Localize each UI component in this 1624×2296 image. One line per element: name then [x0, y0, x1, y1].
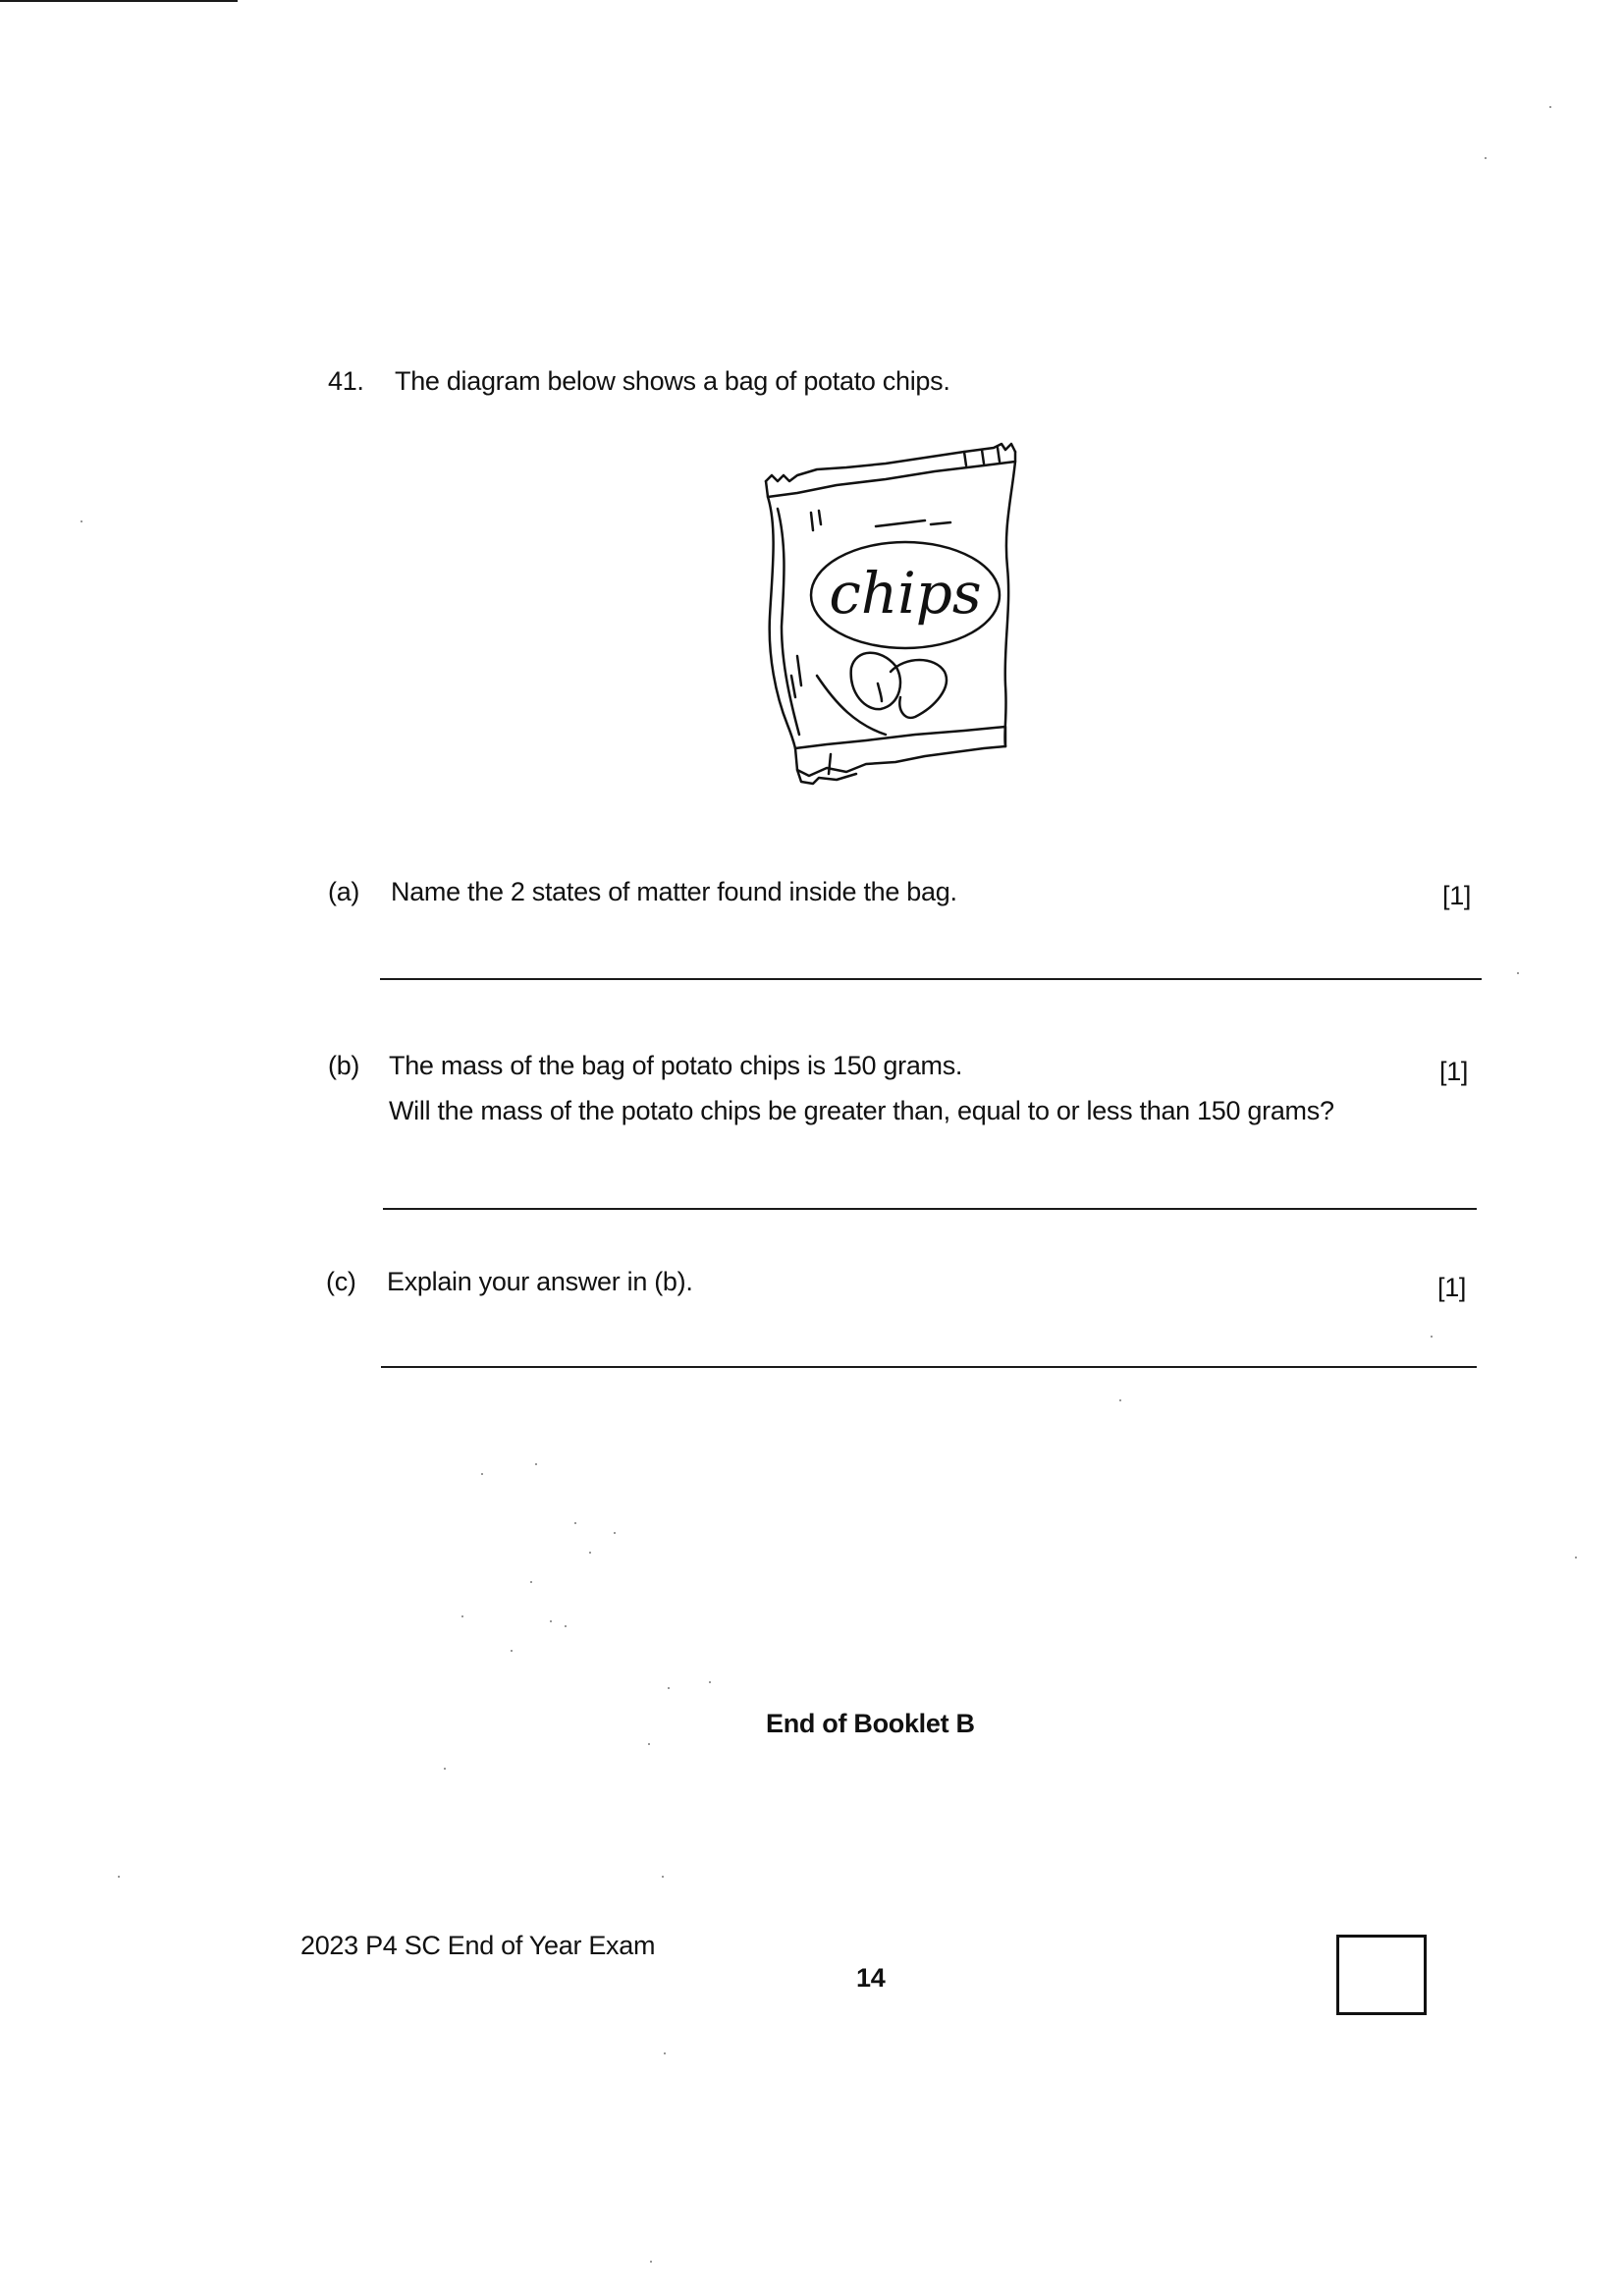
part-a-label: (a)	[328, 877, 360, 906]
scan-speck	[1549, 106, 1551, 108]
part-c-text: Explain your answer in (b).	[387, 1267, 693, 1296]
scan-speck	[550, 1620, 552, 1622]
scan-speck	[668, 1687, 670, 1689]
scan-speck	[565, 1625, 567, 1627]
answer-line-c[interactable]	[381, 1366, 1477, 1368]
scan-speck	[461, 1615, 463, 1617]
scan-speck	[118, 1876, 120, 1878]
part-b-text-2: Will the mass of the potato chips be greater than, equal to or less than 150 grams?	[389, 1096, 1334, 1125]
scan-speck	[1485, 157, 1487, 159]
part-c-label: (c)	[326, 1267, 356, 1296]
scan-speck	[650, 2261, 652, 2263]
scan-speck	[662, 1876, 664, 1878]
part-b-label: (b)	[328, 1051, 360, 1080]
end-of-booklet-text: End of Booklet B	[766, 1709, 975, 1738]
part-c-marks: [1]	[1437, 1273, 1467, 1302]
scan-speck	[535, 1463, 537, 1465]
score-box[interactable]	[1336, 1935, 1427, 2015]
scan-speck	[1119, 1399, 1121, 1401]
scan-speck	[589, 1552, 591, 1554]
page-number: 14	[856, 1963, 886, 1993]
question-number: 41.	[328, 366, 364, 396]
scan-speck	[444, 1768, 446, 1770]
question-stem: The diagram below shows a bag of potato chips.	[395, 366, 950, 396]
scan-speck	[664, 2052, 666, 2054]
chips-bag-label: chips	[829, 560, 982, 627]
part-a-marks: [1]	[1442, 881, 1472, 910]
scan-speck	[709, 1681, 711, 1683]
scan-speck	[530, 1581, 532, 1583]
scan-speck	[614, 1532, 616, 1534]
footer-exam-title: 2023 P4 SC End of Year Exam	[300, 1931, 656, 1960]
scan-edge-line	[0, 0, 238, 2]
answer-line-b[interactable]	[383, 1208, 1477, 1210]
answer-line-a[interactable]	[380, 978, 1482, 980]
scan-speck	[1431, 1336, 1433, 1338]
part-a-text: Name the 2 states of matter found inside the bag.	[391, 877, 957, 906]
scan-speck	[81, 520, 82, 522]
chips-bag-illustration	[758, 440, 1033, 803]
scan-speck	[481, 1473, 483, 1475]
scan-speck	[1575, 1557, 1577, 1558]
scan-speck	[648, 1743, 650, 1745]
scan-speck	[574, 1522, 576, 1524]
part-b-marks: [1]	[1439, 1057, 1469, 1086]
scan-speck	[511, 1650, 513, 1652]
scan-speck	[1517, 972, 1519, 974]
part-b-text-1: The mass of the bag of potato chips is 150 grams.	[389, 1051, 963, 1080]
